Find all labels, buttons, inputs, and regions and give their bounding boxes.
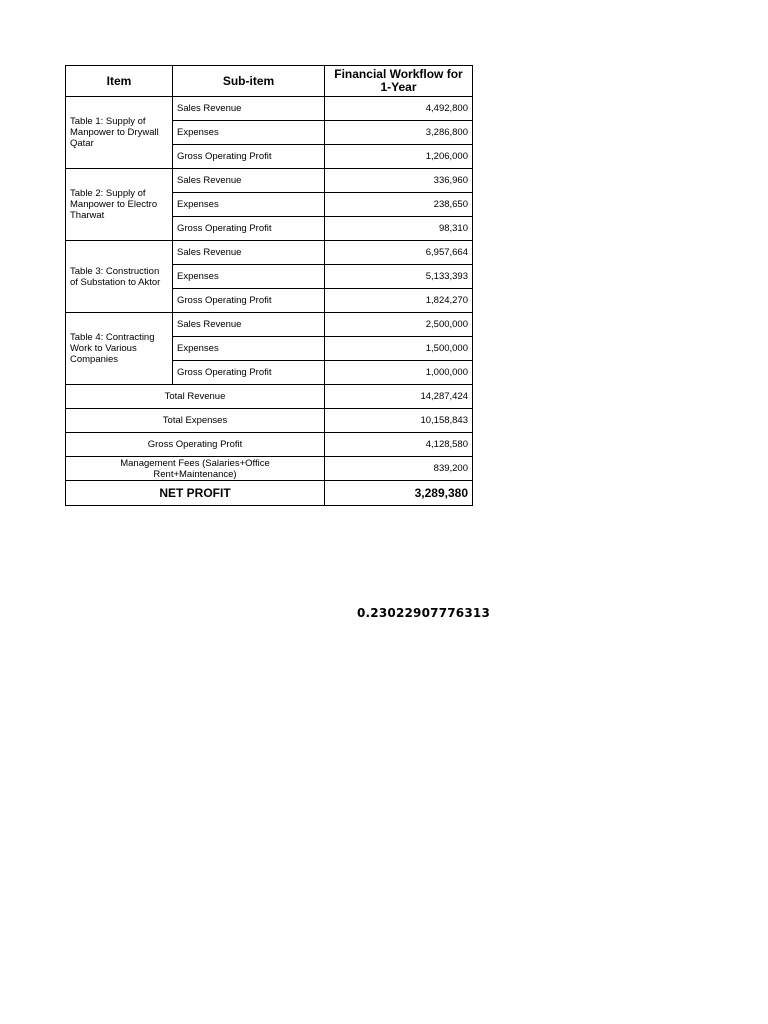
- total-value: 4,128,580: [325, 433, 473, 457]
- sub-item-cell: Expenses: [173, 337, 325, 361]
- table-row: [66, 169, 473, 193]
- sub-item-cell: Gross Operating Profit: [173, 361, 325, 385]
- value-cell: 4,492,800: [325, 97, 473, 121]
- item-cell: Table 3: Construction of Substation to Aktor: [66, 241, 173, 313]
- header-sub-item: Sub-item: [173, 66, 325, 97]
- sub-item-cell: Gross Operating Profit: [173, 145, 325, 169]
- total-label: Total Revenue: [66, 385, 325, 409]
- value-cell: 5,133,393: [325, 265, 473, 289]
- table-row: [66, 97, 473, 121]
- total-label: Management Fees (Salaries+Office Rent+Maintenance): [66, 457, 325, 481]
- sub-item-cell: Sales Revenue: [173, 313, 325, 337]
- value-cell: 238,650: [325, 193, 473, 217]
- sub-item-cell: Sales Revenue: [173, 169, 325, 193]
- net-profit-label: NET PROFIT: [66, 481, 325, 506]
- value-cell: 98,310: [325, 217, 473, 241]
- table-row: [66, 313, 473, 337]
- total-revenue-row: [66, 385, 473, 409]
- item-cell: Table 1: Supply of Manpower to Drywall Qatar: [66, 97, 173, 169]
- management-fees-row: [66, 457, 473, 481]
- value-cell: 1,500,000: [325, 337, 473, 361]
- sub-item-cell: Expenses: [173, 121, 325, 145]
- value-cell: 3,286,800: [325, 121, 473, 145]
- header-item: Item: [66, 66, 173, 97]
- total-value: 839,200: [325, 457, 473, 481]
- sub-item-cell: Gross Operating Profit: [173, 217, 325, 241]
- table-row: [66, 241, 473, 265]
- sub-item-cell: Expenses: [173, 193, 325, 217]
- total-value: 10,158,843: [325, 409, 473, 433]
- item-cell: Table 2: Supply of Manpower to Electro Tharwat: [66, 169, 173, 241]
- header-financial-workflow: Financial Workflow for 1-Year: [325, 66, 473, 97]
- total-label: Total Expenses: [66, 409, 325, 433]
- value-cell: 1,000,000: [325, 361, 473, 385]
- value-cell: 1,206,000: [325, 145, 473, 169]
- net-profit-value: 3,289,380: [325, 481, 473, 506]
- net-profit-row: [66, 481, 473, 506]
- header-row: [66, 66, 473, 97]
- item-cell: Table 4: Contracting Work to Various Companies: [66, 313, 173, 385]
- total-value: 14,287,424: [325, 385, 473, 409]
- sub-item-cell: Sales Revenue: [173, 241, 325, 265]
- sub-item-cell: Gross Operating Profit: [173, 289, 325, 313]
- value-cell: 336,960: [325, 169, 473, 193]
- value-cell: 6,957,664: [325, 241, 473, 265]
- value-cell: 1,824,270: [325, 289, 473, 313]
- total-expenses-row: [66, 409, 473, 433]
- sub-item-cell: Expenses: [173, 265, 325, 289]
- value-cell: 2,500,000: [325, 313, 473, 337]
- financial-table: [65, 65, 473, 506]
- ratio-value: 0.23022907776313: [357, 606, 491, 620]
- gross-operating-profit-row: [66, 433, 473, 457]
- sub-item-cell: Sales Revenue: [173, 97, 325, 121]
- total-label: Gross Operating Profit: [66, 433, 325, 457]
